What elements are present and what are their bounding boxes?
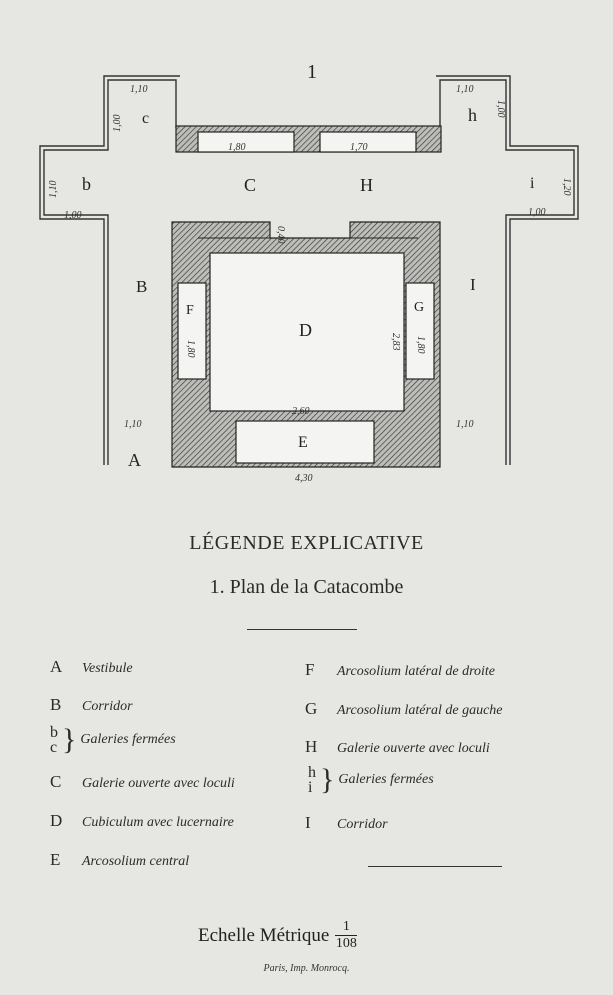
- legend-item-bc: b c } Galeries fermées: [50, 723, 176, 756]
- dim-h-side: 1,00: [495, 100, 506, 118]
- legend-item-i: I Corridor: [305, 813, 388, 832]
- legend-end-rule: [368, 866, 502, 867]
- label-d: D: [299, 320, 312, 340]
- label-f: F: [186, 303, 194, 318]
- label-i: I: [470, 275, 476, 294]
- legend-item-c: C Galerie ouverte avec loculi: [50, 772, 235, 791]
- legend-item-h: H Galerie ouverte avec loculi: [305, 737, 490, 756]
- dim-d-width: 2,60: [292, 406, 310, 417]
- plan-number: 1: [307, 61, 317, 83]
- right-inner-wall: [436, 76, 578, 465]
- dim-c-side: 1,00: [112, 114, 123, 132]
- legend-item-d: D Cubiculum avec lucernaire: [50, 811, 234, 830]
- left-inner-wall: [40, 76, 180, 465]
- dim-b-bottom: 1,00: [64, 210, 82, 221]
- dim-i-side: 1,20: [561, 178, 572, 196]
- scale-fraction: $\frac{1}{108}$: [335, 919, 357, 951]
- dim-d-height: 2,83: [390, 333, 401, 351]
- dim-gallery-left: 1,80: [228, 142, 246, 153]
- imprint: Paris, Imp. Monrocq.: [263, 963, 350, 974]
- dim-c-top: 1,10: [130, 84, 148, 95]
- dim-d-top: 0,40: [275, 226, 286, 244]
- dim-i-width: 1,10: [456, 419, 474, 430]
- legend-item-f: F Arcosolium latéral de droite: [305, 660, 495, 679]
- label-i-small: i: [530, 175, 535, 192]
- dim-a-width: 1,10: [124, 419, 142, 430]
- legend-item-g: G Arcosolium latéral de gauche: [305, 699, 503, 718]
- legend-item-a: A Vestibule: [50, 657, 133, 676]
- dim-gallery-right: 1,70: [350, 142, 368, 153]
- scale-label: Echelle Métrique: [198, 924, 330, 946]
- arcosolium-g: [406, 283, 434, 379]
- label-h-small: h: [468, 105, 477, 125]
- gallery-niche-left: [198, 132, 294, 152]
- legend-divider: [247, 629, 357, 630]
- legend-subtitle: 1. Plan de la Catacombe: [209, 576, 404, 598]
- dim-total-width: 4,30: [295, 473, 313, 484]
- gallery-niche-right: [320, 132, 416, 152]
- left-outer-wall: [44, 80, 176, 465]
- label-a: A: [128, 450, 141, 470]
- label-b: B: [136, 277, 148, 296]
- label-g: G: [414, 300, 425, 315]
- dim-f-length: 1,80: [185, 340, 196, 358]
- dim-g-length: 1,80: [415, 336, 426, 354]
- dim-b-side: 1,10: [48, 180, 59, 198]
- metric-scale: [198, 920, 357, 951]
- label-e: E: [298, 434, 308, 451]
- legend-item-e: E Arcosolium central: [50, 850, 190, 869]
- dim-h-top: 1,10: [456, 84, 474, 95]
- legend-title: LÉGENDE EXPLICATIVE: [189, 532, 424, 554]
- right-outer-wall: [440, 80, 574, 465]
- arcosolium-f: [178, 283, 206, 379]
- legend-item-b: B Corridor: [50, 695, 133, 714]
- legend-item-hi: h i } Galeries fermées: [308, 763, 434, 796]
- label-c-small: c: [142, 110, 150, 127]
- label-b-small: b: [82, 174, 91, 194]
- label-c: C: [244, 175, 257, 195]
- dim-i-bottom: 1,00: [528, 207, 546, 218]
- label-h: H: [360, 175, 373, 195]
